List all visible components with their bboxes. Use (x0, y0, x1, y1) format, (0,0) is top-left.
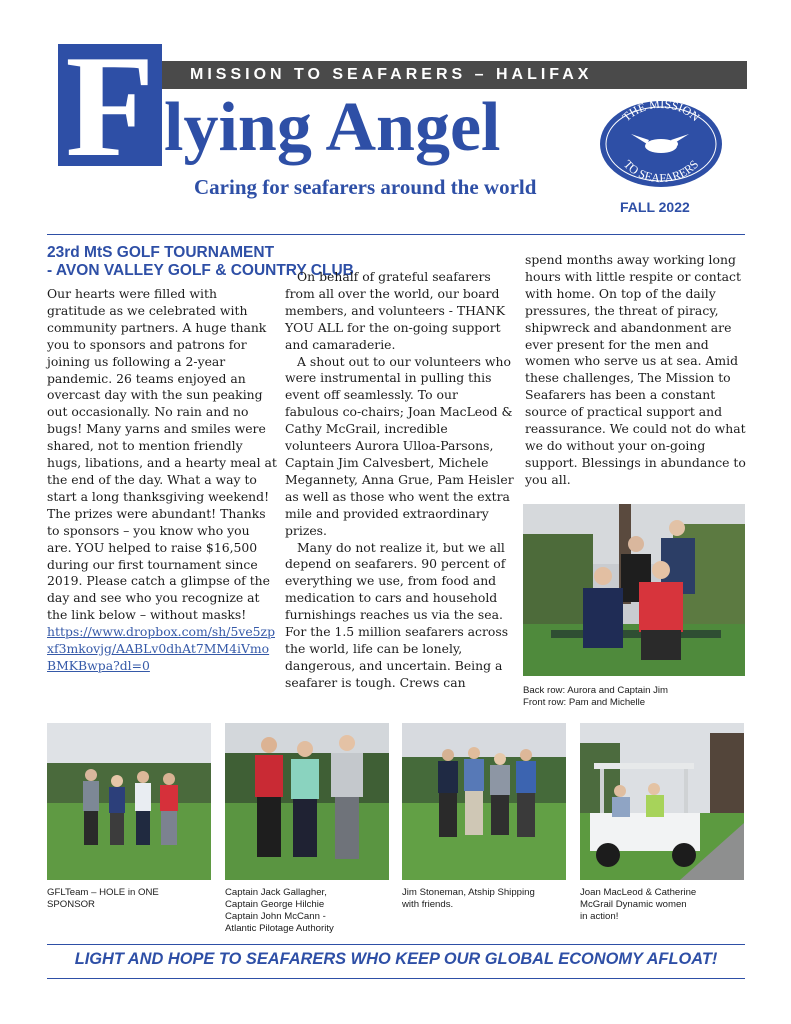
caption-line: SPONSOR (47, 899, 95, 910)
caption-line: McGrail Dynamic women (580, 899, 687, 910)
article-column-1 (47, 286, 277, 675)
caption-line: Jim Stoneman, Atship Shipping (402, 887, 535, 898)
caption-line: Captain John McCann - (225, 911, 326, 922)
caption-line: GFLTeam – HOLE in ONE (47, 887, 159, 898)
masthead-title: lying Angel (164, 89, 501, 166)
logo-text-bottom: TO SEAFARERS (620, 157, 702, 186)
column-2-paragraph-2: A shout out to our volunteers who were instrumental in pulling this event off seamlessly. To our fabulous co-chairs; Joan MacLeod & Cathy McGrail, incredible volunteers Aurora Ulloa-Parsons, Captain Jim Calvesbert, Michele Megannety, Anna Grue, Pam Heisler as well as those who went the extra mile and provided extraordinary prizes. (285, 353, 514, 538)
article-column-2 (285, 269, 515, 692)
dropbox-link[interactable]: https://www.dropbox.com/sh/5ve5zpxf3mkovjg/AABLv0dhAt7MM4iVmoBMKBwpa?dl=0 (47, 624, 275, 673)
volunteers-photo-caption (523, 685, 668, 709)
mission-logo (599, 100, 723, 188)
photo-caption-4 (580, 887, 696, 923)
logo-text-top: THE MISSION (619, 100, 703, 125)
footer-slogan: LIGHT AND HOPE TO SEAFARERS WHO KEEP OUR GLOBAL ECONOMY AFLOAT! (74, 950, 718, 968)
team-photo-gfl (47, 723, 211, 880)
column-2-paragraph-1: On behalf of grateful seafarers from all over the world, our board members, and volunteers - THANK YOU ALL for the on-going support and camaraderie. (285, 269, 505, 352)
team-photo-golf-cart (580, 723, 744, 880)
caption-line: Front row: Pam and Michelle (523, 697, 646, 708)
caption-line: Back row: Aurora and Captain Jim (523, 685, 669, 696)
top-divider (47, 234, 745, 235)
volunteers-photo (523, 504, 745, 676)
photo-caption-1 (47, 887, 159, 911)
issue-date: FALL 2022 (620, 199, 690, 215)
caption-line: Captain Jack Gallagher, (225, 887, 327, 898)
headline-line-1: 23rd MtS GOLF TOURNAMENT (47, 244, 275, 261)
masthead-tagline: Caring for seafarers around the world (194, 175, 537, 199)
caption-line: with friends. (402, 899, 454, 910)
column-2-paragraph-3: Many do not realize it, but we all depend on seafarers. 90 percent of everything we use, from food and medication to cars and household furnishings reaches us via the sea. For the 1.5 million seafarers across the world, life can be lonely, dangerous, and uncertain. Being a seafarer is tough. Crews can (285, 539, 509, 690)
column-3-text: spend months away working long hours with little respite or contact with home. On top of the daily pressures, the threat of piracy, shipwreck and abandonment are ever present for the men and women who serve us at sea. Amid these challenges, The Mission to Seafarers has been a constant source of practical support and reassurance. We could not do what we do without your on-going support. Blessings in abundance to you all. (525, 252, 746, 487)
headline-line-2: - AVON VALLEY GOLF & COUNTRY CLUB (47, 262, 354, 279)
masthead-initial: F (65, 25, 155, 187)
footer-divider-bottom (47, 978, 745, 979)
caption-line: Joan MacLeod & Catherine (580, 887, 697, 898)
photo-caption-2 (225, 887, 334, 935)
team-photo-pilots (225, 723, 389, 880)
photo-caption-3 (402, 887, 535, 911)
organization-bar: MISSION TO SEAFARERS – HALIFAX (162, 61, 747, 89)
caption-line: Atlantic Pilotage Authority (225, 923, 334, 934)
column-1-text: Our hearts were filled with gratitude as we celebrated with community partners. A huge thank you to sponsors and patrons for joining us following a 2-year pandemic. 26 teams enjoyed an overcast day with the sun peaking out occasionally. No rain and no bugs! Many yarns and smiles were shared, not to mention friendly hugs, libations, and a hearty meal at the end of the day. What a way to start a long thanksgiving weekend! The prizes were abundant! Thanks to sponsors – you know who you are. YOU helped to raise $16,500 during our first tournament since 2019. Please catch a glimpse of the day and see who you recognize at the link below – without masks! (47, 286, 277, 623)
footer-divider-top (47, 944, 745, 945)
caption-line: in action! (580, 911, 619, 922)
caption-line: Captain George Hilchie (225, 899, 325, 910)
article-column-3 (525, 252, 750, 489)
team-photo-atship (402, 723, 566, 880)
